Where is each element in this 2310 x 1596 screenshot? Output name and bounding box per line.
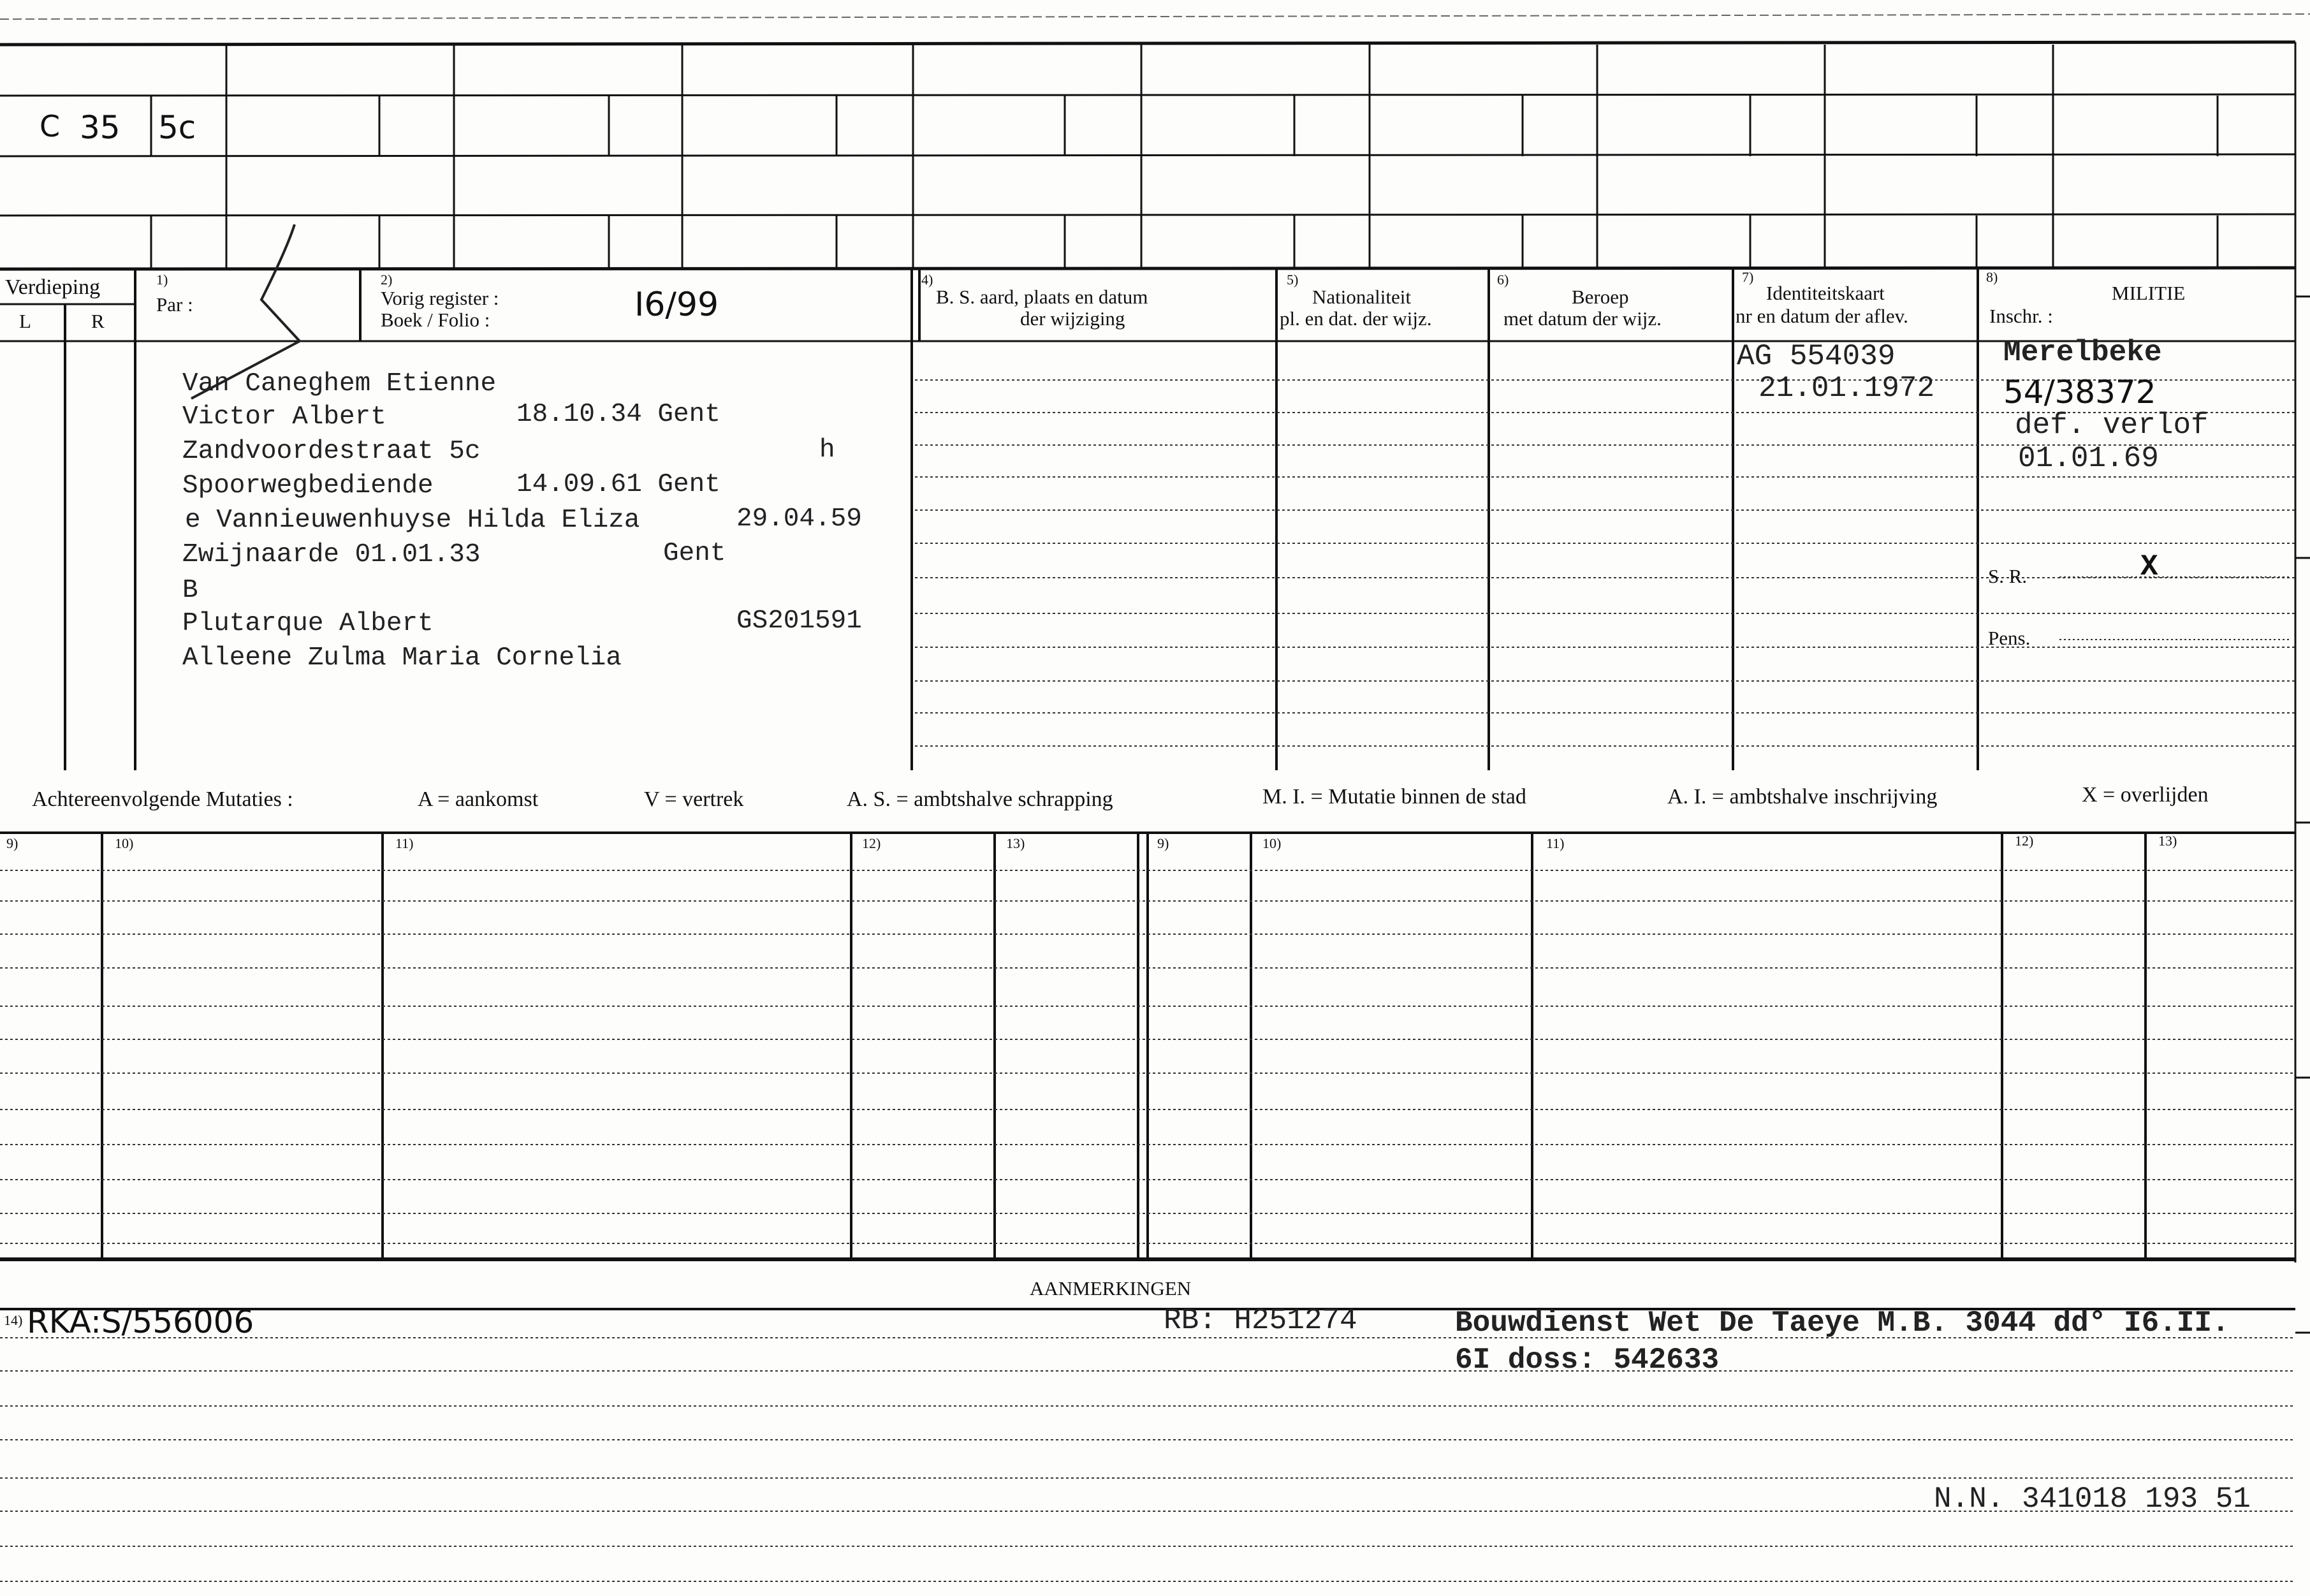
l-label: L [19, 310, 31, 332]
pens-label: Pens. [1988, 627, 2031, 649]
mut-col-12: 12) [862, 835, 881, 851]
mut-col-9: 9) [6, 835, 18, 851]
boek-folio-value: I6/99 [634, 286, 719, 324]
spouse-name: e Vannieuwenhuyse Hilda Eliza [185, 506, 640, 535]
person-first-names: Victor Albert [182, 402, 386, 432]
bs-label-1: B. S. aard, plaats en datum [936, 286, 1148, 308]
nn-number: N.N. 341018 193 51 [1934, 1483, 2251, 1516]
legend-ambtshalve-schrapping: A. S. = ambtshalve schrapping [847, 787, 1113, 811]
mutaties-title: Achtereenvolgende Mutaties : [32, 787, 293, 811]
nationaliteit-label-1: Nationaliteit [1312, 286, 1411, 308]
bs-label-2: der wijziging [1020, 307, 1125, 330]
father-name: Plutarque Albert [182, 609, 434, 638]
par-label: Par : [156, 293, 193, 316]
col1-number: 1) [156, 272, 168, 288]
rka-reference: RKA:S/556006 [27, 1303, 254, 1340]
top-code-c: C [40, 109, 61, 143]
mother-name: Alleene Zulma Maria Cornelia [182, 643, 622, 673]
beroep-label-1: Beroep [1572, 286, 1629, 308]
militie-label: MILITIE [2112, 282, 2186, 304]
vorig-register-label: Vorig register : [381, 287, 499, 309]
sr-value: X [2140, 550, 2158, 583]
mut-col-10b: 10) [1262, 835, 1282, 851]
mut-col-13b: 13) [2158, 833, 2177, 849]
col2-number: 2) [381, 272, 393, 288]
mut-col-11: 11) [395, 835, 414, 851]
doss-note: 6I doss: 542633 [1455, 1343, 1720, 1377]
sr-label: S. R. [1988, 565, 2028, 587]
person-marker-b: B [182, 576, 198, 605]
legend-vertrek: V = vertrek [644, 787, 744, 811]
militie-status: def. verlof [2015, 409, 2209, 442]
inschr-label: Inschr. : [1989, 305, 2053, 327]
mut-col-9b: 9) [1157, 835, 1169, 851]
militie-place: Merelbeke [2003, 336, 2162, 369]
mut-col-13: 13) [1006, 835, 1025, 851]
marriage-date: 29.04.59 [736, 504, 862, 534]
top-code-5c: 5c [158, 109, 196, 146]
rb-reference: RB: H251274 [1164, 1304, 1357, 1337]
legend-mutatie-binnen-stad: M. I. = Mutatie binnen de stad [1262, 785, 1526, 809]
nationaliteit-label-2: pl. en dat. der wijz. [1280, 307, 1432, 330]
person-address: Zandvoordestraat 5c [182, 437, 481, 466]
verdieping-label: Verdieping [5, 275, 101, 299]
col8-number: 8) [1986, 269, 1998, 285]
legend-aankomst: A = aankomst [418, 787, 539, 811]
person-address-mark: h [819, 436, 835, 465]
militie-number: 54/38372 [2003, 374, 2156, 411]
legend-ambtshalve-inschrijving: A. I. = ambtshalve inschrijving [1667, 785, 1938, 809]
identity-card-date: 21.01.1972 [1758, 372, 1935, 405]
mut-col-11b: 11) [1546, 835, 1565, 851]
top-code-35: 35 [80, 109, 121, 146]
col7-number: 7) [1742, 269, 1754, 285]
col4-number: 4) [921, 272, 933, 288]
identiteitskaart-label-1: Identiteitskaart [1766, 282, 1885, 304]
identiteitskaart-label-2: nr en datum der aflev. [1736, 305, 1908, 327]
person-profession: Spoorwegbediende [182, 471, 434, 501]
mut-col-12b: 12) [2015, 833, 2034, 849]
identity-card-number: AG 554039 [1737, 340, 1896, 373]
person-name: Van Caneghem Etienne [182, 369, 497, 399]
col6-number: 6) [1497, 272, 1509, 288]
r-label: R [91, 310, 105, 332]
spouse-birth-city: Gent [663, 539, 726, 568]
person-profession-date: 14.09.61 Gent [516, 470, 720, 499]
boek-folio-label: Boek / Folio : [381, 309, 490, 331]
legend-overlijden: X = overlijden [2082, 783, 2209, 807]
col5-number: 5) [1287, 272, 1299, 288]
aanmerkingen-title: AANMERKINGEN [1030, 1277, 1192, 1299]
mut-col-10: 10) [115, 835, 134, 851]
bouwdienst-note: Bouwdienst Wet De Taeye M.B. 3044 dd° I6.II. [1455, 1307, 2230, 1340]
father-reference: GS201591 [736, 606, 862, 636]
militie-date: 01.01.69 [2018, 442, 2159, 475]
spouse-birth: Zwijnaarde 01.01.33 [182, 540, 481, 569]
person-birth: 18.10.34 Gent [516, 400, 720, 429]
aanmerkingen-number: 14) [4, 1312, 23, 1328]
beroep-label-2: met datum der wijz. [1503, 307, 1662, 330]
